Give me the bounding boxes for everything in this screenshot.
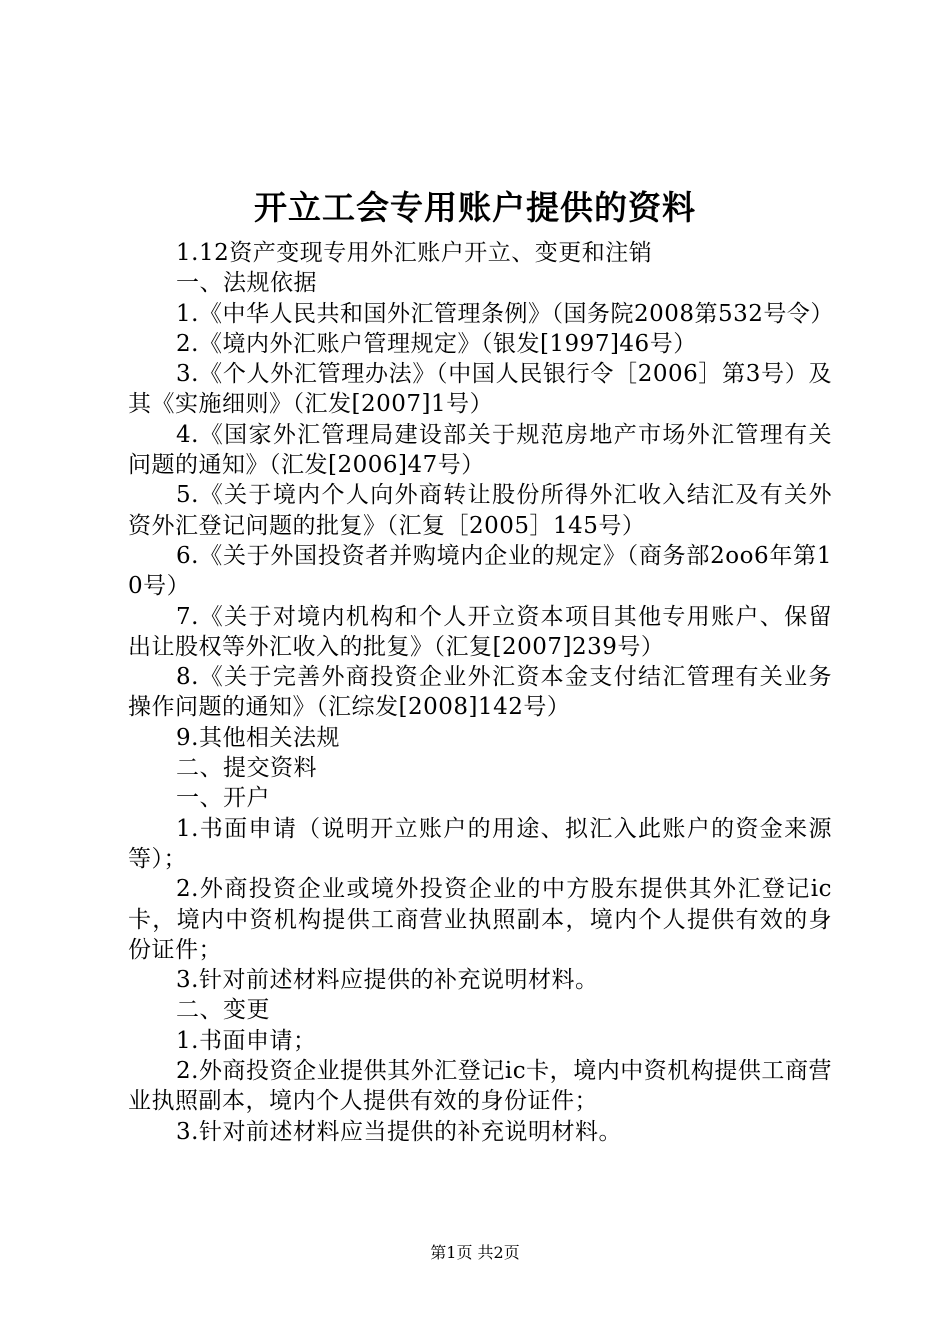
paragraph-change-heading: 二、变更 [176, 997, 270, 1024]
paragraph-change-item-2: 2.外商投资企业提供其外汇登记ic卡，境内中资机构提供工商营业执照副本，境内个人提供有效的身份证件； [128, 1058, 832, 1115]
paragraph-regulation-7: 7.《关于对境内机构和个人开立资本项目其他专用账户、保留出让股权等外汇收入的批复》（汇复[2007]239号） [128, 603, 832, 660]
paragraph-regulation-2: 2.《境内外汇账户管理规定》（银发[1997]46号） [176, 330, 697, 357]
paragraph-regulation-4: 4.《国家外汇管理局建设部关于规范房地产市场外汇管理有关问题的通知》（汇发[2006]47号） [128, 421, 832, 479]
document-title: 开立工会专用账户提供的资料 [254, 188, 696, 227]
paragraph-section-heading: 1.12资产变现专用外汇账户开立、变更和注销 [176, 240, 653, 266]
page-number-footer: 第1页 共2页 [430, 1243, 520, 1262]
paragraph-open-item-1: 1.书面申请（说明开立账户的用途、拟汇入此账户的资金来源等）； [128, 815, 832, 872]
paragraph-open-item-2: 2.外商投资企业或境外投资企业的中方股东提供其外汇登记ic卡，境内中资机构提供工商营业执照副本，境内个人提供有效的身份证件； [128, 876, 832, 963]
paragraph-legal-basis-heading: 一、法规依据 [176, 270, 317, 297]
paragraph-submit-materials-heading: 二、提交资料 [176, 755, 317, 782]
paragraph-change-item-3: 3.针对前述材料应当提供的补充说明材料。 [176, 1118, 622, 1145]
paragraph-regulation-6: 6.《关于外国投资者并购境内企业的规定》（商务部2oo6年第10号） [128, 542, 832, 600]
paragraph-regulation-3: 3.《个人外汇管理办法》（中国人民银行令［2006］第3号）及其《实施细则》（汇发[2007]1号） [128, 361, 832, 418]
paragraph-open-item-3: 3.针对前述材料应提供的补充说明材料。 [176, 967, 599, 994]
paragraph-regulation-9: 9.其他相关法规 [176, 724, 340, 751]
document-body [128, 238, 832, 1147]
paragraph-regulation-8: 8.《关于完善外商投资企业外汇资本金支付结汇管理有关业务操作问题的通知》（汇综发[2008]142号） [128, 664, 832, 721]
paragraph-change-item-1: 1.书面申请； [176, 1027, 317, 1054]
paragraph-regulation-1: 1.《中华人民共和国外汇管理条例》（国务院2008第532号令） [176, 300, 834, 327]
paragraph-regulation-5: 5.《关于境内个人向外商转让股份所得外汇收入结汇及有关外资外汇登记问题的批复》（汇复［2005］145号） [128, 482, 832, 539]
paragraph-open-account-heading: 一、开户 [176, 785, 270, 812]
